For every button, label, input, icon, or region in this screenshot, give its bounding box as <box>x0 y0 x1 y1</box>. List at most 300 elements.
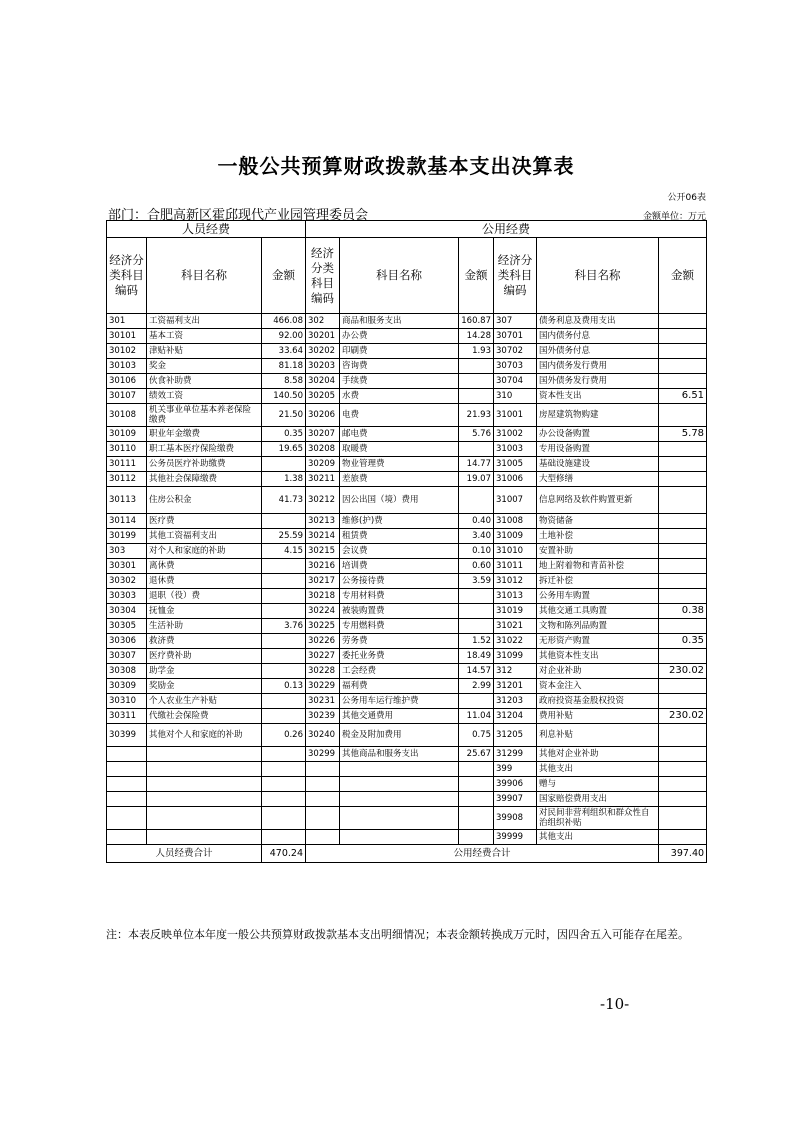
code-cell: 30110 <box>107 442 147 457</box>
code-cell: 30225 <box>306 619 340 634</box>
code-cell: 30212 <box>306 487 340 514</box>
public-total-label: 公用经费合计 <box>306 845 659 863</box>
code-cell: 31203 <box>494 694 537 709</box>
item-name-cell: 助学金 <box>147 664 262 679</box>
item-name-cell: 离休费 <box>147 559 262 574</box>
amount-cell <box>659 724 707 747</box>
amount-cell <box>659 574 707 589</box>
item-name-cell: 物资储备 <box>537 514 659 529</box>
amount-cell <box>659 830 707 845</box>
item-name-cell: 其他资本性支出 <box>537 649 659 664</box>
item-name-cell: 津贴补贴 <box>147 344 262 359</box>
amount-cell <box>459 830 494 845</box>
item-name-cell: 费用补贴 <box>537 709 659 724</box>
amount-cell: 5.78 <box>659 427 707 442</box>
code-cell: 39908 <box>494 807 537 830</box>
item-name-cell: 其他对企业补助 <box>537 747 659 762</box>
item-name-cell: 国内债务付息 <box>537 329 659 344</box>
table-row <box>107 487 707 514</box>
item-name-cell: 其他商品和服务支出 <box>340 747 459 762</box>
code-cell <box>107 792 147 807</box>
code-cell: 30302 <box>107 574 147 589</box>
amount-cell <box>659 487 707 514</box>
col-amount-header: 金额 <box>459 238 494 314</box>
amount-cell: 14.28 <box>459 329 494 344</box>
personnel-header: 人员经费 <box>107 221 306 238</box>
amount-cell: 8.58 <box>262 374 306 389</box>
item-name-cell: 政府投资基金股权投资 <box>537 694 659 709</box>
item-name-cell: 邮电费 <box>340 427 459 442</box>
amount-cell <box>459 374 494 389</box>
item-name-cell: 对个人和家庭的补助 <box>147 544 262 559</box>
code-cell: 31299 <box>494 747 537 762</box>
public-total-amount: 397.40 <box>659 845 707 863</box>
amount-cell: 466.08 <box>262 314 306 329</box>
amount-cell <box>262 559 306 574</box>
item-name-cell: 地上附着物和青苗补偿 <box>537 559 659 574</box>
item-name-cell: 其他对个人和家庭的补助 <box>147 724 262 747</box>
code-cell: 30226 <box>306 634 340 649</box>
code-cell: 31008 <box>494 514 537 529</box>
amount-cell: 0.13 <box>262 679 306 694</box>
amount-cell <box>659 619 707 634</box>
item-name-cell: 手续费 <box>340 374 459 389</box>
amount-cell: 140.50 <box>262 389 306 404</box>
code-cell: 39907 <box>494 792 537 807</box>
code-cell: 31006 <box>494 472 537 487</box>
amount-cell <box>659 404 707 427</box>
amount-cell: 41.73 <box>262 487 306 514</box>
code-cell: 307 <box>494 314 537 329</box>
amount-cell <box>262 792 306 807</box>
item-name-cell <box>340 792 459 807</box>
item-name-cell: 职工基本医疗保险缴费 <box>147 442 262 457</box>
code-cell: 303 <box>107 544 147 559</box>
code-cell <box>107 777 147 792</box>
table-row <box>107 619 707 634</box>
item-name-cell: 机关事业单位基本养老保险缴费 <box>147 404 262 427</box>
item-name-cell: 国外债务付息 <box>537 344 659 359</box>
code-cell: 30311 <box>107 709 147 724</box>
code-cell: 30213 <box>306 514 340 529</box>
code-cell <box>306 807 340 830</box>
item-name-cell <box>147 792 262 807</box>
table-row <box>107 427 707 442</box>
code-cell: 30113 <box>107 487 147 514</box>
table-row <box>107 679 707 694</box>
item-name-cell: 其他社会保障缴费 <box>147 472 262 487</box>
item-name-cell: 取暖费 <box>340 442 459 457</box>
code-cell: 30231 <box>306 694 340 709</box>
code-cell: 31002 <box>494 427 537 442</box>
code-cell: 30201 <box>306 329 340 344</box>
item-name-cell: 被装购置费 <box>340 604 459 619</box>
amount-cell <box>659 359 707 374</box>
amount-cell <box>262 830 306 845</box>
code-cell: 30114 <box>107 514 147 529</box>
item-name-cell: 信息网络及软件购置更新 <box>537 487 659 514</box>
code-cell: 30304 <box>107 604 147 619</box>
item-name-cell: 安置补助 <box>537 544 659 559</box>
code-cell: 31013 <box>494 589 537 604</box>
item-name-cell: 咨询费 <box>340 359 459 374</box>
amount-cell <box>262 694 306 709</box>
item-name-cell: 办公设备购置 <box>537 427 659 442</box>
col-code-header: 经济分类科目编码 <box>306 238 340 314</box>
code-cell: 301 <box>107 314 147 329</box>
table-row <box>107 374 707 389</box>
item-name-cell: 维修(护)费 <box>340 514 459 529</box>
department-label: 部门：合肥高新区霍邱现代产业园管理委员会 <box>108 208 369 223</box>
footnote: 注：本表反映单位本年度一般公共预算财政拨款基本支出明细情况；本表金额转换成万元时，因四舍五入可能存在尾差。 <box>106 928 689 941</box>
code-cell: 30307 <box>107 649 147 664</box>
table-row <box>107 664 707 679</box>
amount-cell: 21.93 <box>459 404 494 427</box>
table-row <box>107 314 707 329</box>
code-cell: 30303 <box>107 589 147 604</box>
code-cell: 30228 <box>306 664 340 679</box>
code-cell: 30107 <box>107 389 147 404</box>
item-name-cell: 租赁费 <box>340 529 459 544</box>
code-cell: 30305 <box>107 619 147 634</box>
code-cell: 30703 <box>494 359 537 374</box>
code-cell: 30108 <box>107 404 147 427</box>
amount-cell: 25.59 <box>262 529 306 544</box>
code-cell: 31019 <box>494 604 537 619</box>
amount-cell <box>459 792 494 807</box>
item-name-cell <box>147 747 262 762</box>
code-cell <box>107 747 147 762</box>
amount-cell: 4.15 <box>262 544 306 559</box>
code-cell: 30399 <box>107 724 147 747</box>
code-cell: 30310 <box>107 694 147 709</box>
item-name-cell: 其他交通工具购置 <box>537 604 659 619</box>
code-cell: 30309 <box>107 679 147 694</box>
item-name-cell: 住房公积金 <box>147 487 262 514</box>
code-cell: 30224 <box>306 604 340 619</box>
item-name-cell <box>340 807 459 830</box>
code-cell: 30103 <box>107 359 147 374</box>
amount-cell <box>459 359 494 374</box>
amount-cell <box>459 694 494 709</box>
amount-cell: 25.67 <box>459 747 494 762</box>
code-cell: 312 <box>494 664 537 679</box>
amount-cell <box>459 777 494 792</box>
amount-cell <box>659 679 707 694</box>
item-name-cell: 专用燃料费 <box>340 619 459 634</box>
item-name-cell: 国家赔偿费用支出 <box>537 792 659 807</box>
code-cell: 30308 <box>107 664 147 679</box>
amount-cell: 3.76 <box>262 619 306 634</box>
code-cell: 30109 <box>107 427 147 442</box>
item-name-cell: 医疗费 <box>147 514 262 529</box>
item-name-cell: 无形资产购置 <box>537 634 659 649</box>
table-row <box>107 604 707 619</box>
amount-cell: 160.87 <box>459 314 494 329</box>
code-cell: 30207 <box>306 427 340 442</box>
amount-cell <box>659 442 707 457</box>
amount-cell <box>262 664 306 679</box>
code-cell <box>306 830 340 845</box>
code-cell: 30227 <box>306 649 340 664</box>
item-name-cell: 其他交通费用 <box>340 709 459 724</box>
amount-cell <box>659 457 707 472</box>
amount-cell <box>659 514 707 529</box>
code-cell: 30299 <box>306 747 340 762</box>
amount-cell: 230.02 <box>659 709 707 724</box>
item-name-cell: 公务员医疗补助缴费 <box>147 457 262 472</box>
amount-cell: 230.02 <box>659 664 707 679</box>
item-name-cell: 物业管理费 <box>340 457 459 472</box>
code-cell: 31011 <box>494 559 537 574</box>
item-name-cell: 对企业补助 <box>537 664 659 679</box>
amount-cell <box>262 762 306 777</box>
table-row <box>107 514 707 529</box>
code-cell: 30702 <box>494 344 537 359</box>
code-cell <box>107 762 147 777</box>
table-row <box>107 529 707 544</box>
item-name-cell: 抚恤金 <box>147 604 262 619</box>
amount-cell <box>659 314 707 329</box>
code-cell: 31012 <box>494 574 537 589</box>
code-cell: 30111 <box>107 457 147 472</box>
item-name-cell: 电费 <box>340 404 459 427</box>
item-name-cell: 资本金注入 <box>537 679 659 694</box>
code-cell: 30206 <box>306 404 340 427</box>
form-number: 公开06表 <box>667 193 706 203</box>
amount-cell <box>262 709 306 724</box>
code-cell <box>107 830 147 845</box>
col-name-header: 科目名称 <box>147 238 262 314</box>
amount-cell <box>659 589 707 604</box>
item-name-cell: 退职（役）费 <box>147 589 262 604</box>
col-name-header: 科目名称 <box>340 238 459 314</box>
code-cell: 31021 <box>494 619 537 634</box>
amount-cell <box>659 792 707 807</box>
amount-cell: 92.00 <box>262 329 306 344</box>
amount-cell <box>262 457 306 472</box>
item-name-cell: 文物和陈列品购置 <box>537 619 659 634</box>
amount-cell <box>459 442 494 457</box>
amount-cell: 0.40 <box>459 514 494 529</box>
code-cell: 30704 <box>494 374 537 389</box>
table-row <box>107 792 707 807</box>
item-name-cell: 印刷费 <box>340 344 459 359</box>
item-name-cell: 委托业务费 <box>340 649 459 664</box>
item-name-cell: 拆迁补偿 <box>537 574 659 589</box>
item-name-cell: 其他支出 <box>537 830 659 845</box>
personnel-total-label: 人员经费合计 <box>107 845 262 863</box>
amount-cell <box>262 649 306 664</box>
code-cell: 30215 <box>306 544 340 559</box>
table-row <box>107 359 707 374</box>
table-row <box>107 544 707 559</box>
amount-cell: 2.99 <box>459 679 494 694</box>
amount-cell <box>459 604 494 619</box>
amount-cell <box>659 374 707 389</box>
amount-cell: 1.38 <box>262 472 306 487</box>
code-cell: 31201 <box>494 679 537 694</box>
col-code-header: 经济分类科目编码 <box>107 238 147 314</box>
amount-cell <box>262 514 306 529</box>
amount-cell <box>659 329 707 344</box>
item-name-cell <box>147 807 262 830</box>
table-row <box>107 574 707 589</box>
item-name-cell: 房屋建筑物购建 <box>537 404 659 427</box>
code-cell: 31099 <box>494 649 537 664</box>
item-name-cell: 生活补助 <box>147 619 262 634</box>
amount-cell: 14.57 <box>459 664 494 679</box>
code-cell: 31001 <box>494 404 537 427</box>
amount-cell <box>659 472 707 487</box>
table-row <box>107 457 707 472</box>
amount-cell: 3.59 <box>459 574 494 589</box>
code-cell <box>306 777 340 792</box>
amount-cell: 33.64 <box>262 344 306 359</box>
item-name-cell: 绩效工资 <box>147 389 262 404</box>
code-cell: 31204 <box>494 709 537 724</box>
col-code-header: 经济分类科目编码 <box>494 238 537 314</box>
code-cell: 30239 <box>306 709 340 724</box>
table-row <box>107 344 707 359</box>
item-name-cell: 专用材料费 <box>340 589 459 604</box>
code-cell: 39999 <box>494 830 537 845</box>
amount-cell <box>659 544 707 559</box>
table-row <box>107 472 707 487</box>
code-cell: 31003 <box>494 442 537 457</box>
amount-cell <box>262 634 306 649</box>
item-name-cell: 基础设施建设 <box>537 457 659 472</box>
item-name-cell: 福利费 <box>340 679 459 694</box>
item-name-cell <box>147 777 262 792</box>
code-cell: 30112 <box>107 472 147 487</box>
item-name-cell: 办公费 <box>340 329 459 344</box>
item-name-cell: 税金及附加费用 <box>340 724 459 747</box>
amount-cell <box>659 807 707 830</box>
item-name-cell: 伙食补助费 <box>147 374 262 389</box>
item-name-cell <box>147 830 262 845</box>
amount-cell <box>659 649 707 664</box>
amount-cell <box>262 807 306 830</box>
code-cell: 30199 <box>107 529 147 544</box>
table-row <box>107 649 707 664</box>
amount-cell <box>262 777 306 792</box>
item-name-cell: 救济费 <box>147 634 262 649</box>
table-row <box>107 589 707 604</box>
code-cell: 30229 <box>306 679 340 694</box>
table-row <box>107 709 707 724</box>
table-row <box>107 389 707 404</box>
amount-unit: 金额单位：万元 <box>642 212 706 222</box>
item-name-cell: 基本工资 <box>147 329 262 344</box>
item-name-cell: 大型修缮 <box>537 472 659 487</box>
item-name-cell: 国内债务发行费用 <box>537 359 659 374</box>
item-name-cell: 资本性支出 <box>537 389 659 404</box>
item-name-cell: 奖金 <box>147 359 262 374</box>
code-cell: 30203 <box>306 359 340 374</box>
amount-cell <box>659 762 707 777</box>
code-cell: 30205 <box>306 389 340 404</box>
personnel-total-amount: 470.24 <box>262 845 306 863</box>
amount-cell: 3.40 <box>459 529 494 544</box>
item-name-cell: 对民间非营利组织和群众性自治组织补贴 <box>537 807 659 830</box>
code-cell: 31205 <box>494 724 537 747</box>
amount-cell: 0.26 <box>262 724 306 747</box>
code-cell: 30102 <box>107 344 147 359</box>
amount-cell: 6.51 <box>659 389 707 404</box>
amount-cell: 0.10 <box>459 544 494 559</box>
table-row <box>107 694 707 709</box>
expenditure-table <box>106 220 707 863</box>
amount-cell: 0.35 <box>659 634 707 649</box>
table-row <box>107 830 707 845</box>
amount-cell: 0.38 <box>659 604 707 619</box>
table-row <box>107 634 707 649</box>
code-cell <box>306 762 340 777</box>
item-name-cell: 奖励金 <box>147 679 262 694</box>
amount-cell <box>659 529 707 544</box>
item-name-cell: 土地补偿 <box>537 529 659 544</box>
amount-cell: 0.60 <box>459 559 494 574</box>
item-name-cell: 公务用车运行维护费 <box>340 694 459 709</box>
code-cell: 31009 <box>494 529 537 544</box>
code-cell: 30106 <box>107 374 147 389</box>
item-name-cell: 债务利息及费用支出 <box>537 314 659 329</box>
code-cell: 31005 <box>494 457 537 472</box>
item-name-cell <box>340 762 459 777</box>
table-row <box>107 724 707 747</box>
code-cell: 30218 <box>306 589 340 604</box>
code-cell: 30211 <box>306 472 340 487</box>
code-cell: 30204 <box>306 374 340 389</box>
amount-cell: 0.75 <box>459 724 494 747</box>
page-number: -10- <box>600 995 630 1013</box>
amount-cell: 19.65 <box>262 442 306 457</box>
code-cell: 30208 <box>306 442 340 457</box>
amount-cell <box>459 619 494 634</box>
amount-cell <box>459 762 494 777</box>
amount-cell <box>262 604 306 619</box>
amount-cell: 19.07 <box>459 472 494 487</box>
item-name-cell: 水费 <box>340 389 459 404</box>
code-cell: 39906 <box>494 777 537 792</box>
item-name-cell: 其他支出 <box>537 762 659 777</box>
amount-cell <box>459 389 494 404</box>
amount-cell: 81.18 <box>262 359 306 374</box>
code-cell: 31010 <box>494 544 537 559</box>
page-title: 一般公共预算财政拨款基本支出决算表 <box>217 154 575 178</box>
item-name-cell: 差旅费 <box>340 472 459 487</box>
amount-cell <box>659 777 707 792</box>
code-cell: 399 <box>494 762 537 777</box>
code-cell: 30306 <box>107 634 147 649</box>
item-name-cell: 代缴社会保险费 <box>147 709 262 724</box>
code-cell: 30216 <box>306 559 340 574</box>
amount-cell: 14.77 <box>459 457 494 472</box>
code-cell: 30209 <box>306 457 340 472</box>
code-cell <box>306 792 340 807</box>
amount-cell <box>659 559 707 574</box>
amount-cell <box>459 589 494 604</box>
code-cell: 30701 <box>494 329 537 344</box>
table-row <box>107 762 707 777</box>
amount-cell: 0.35 <box>262 427 306 442</box>
item-name-cell: 利息补贴 <box>537 724 659 747</box>
item-name-cell <box>340 777 459 792</box>
table-row <box>107 777 707 792</box>
item-name-cell: 国外债务发行费用 <box>537 374 659 389</box>
code-cell: 30301 <box>107 559 147 574</box>
